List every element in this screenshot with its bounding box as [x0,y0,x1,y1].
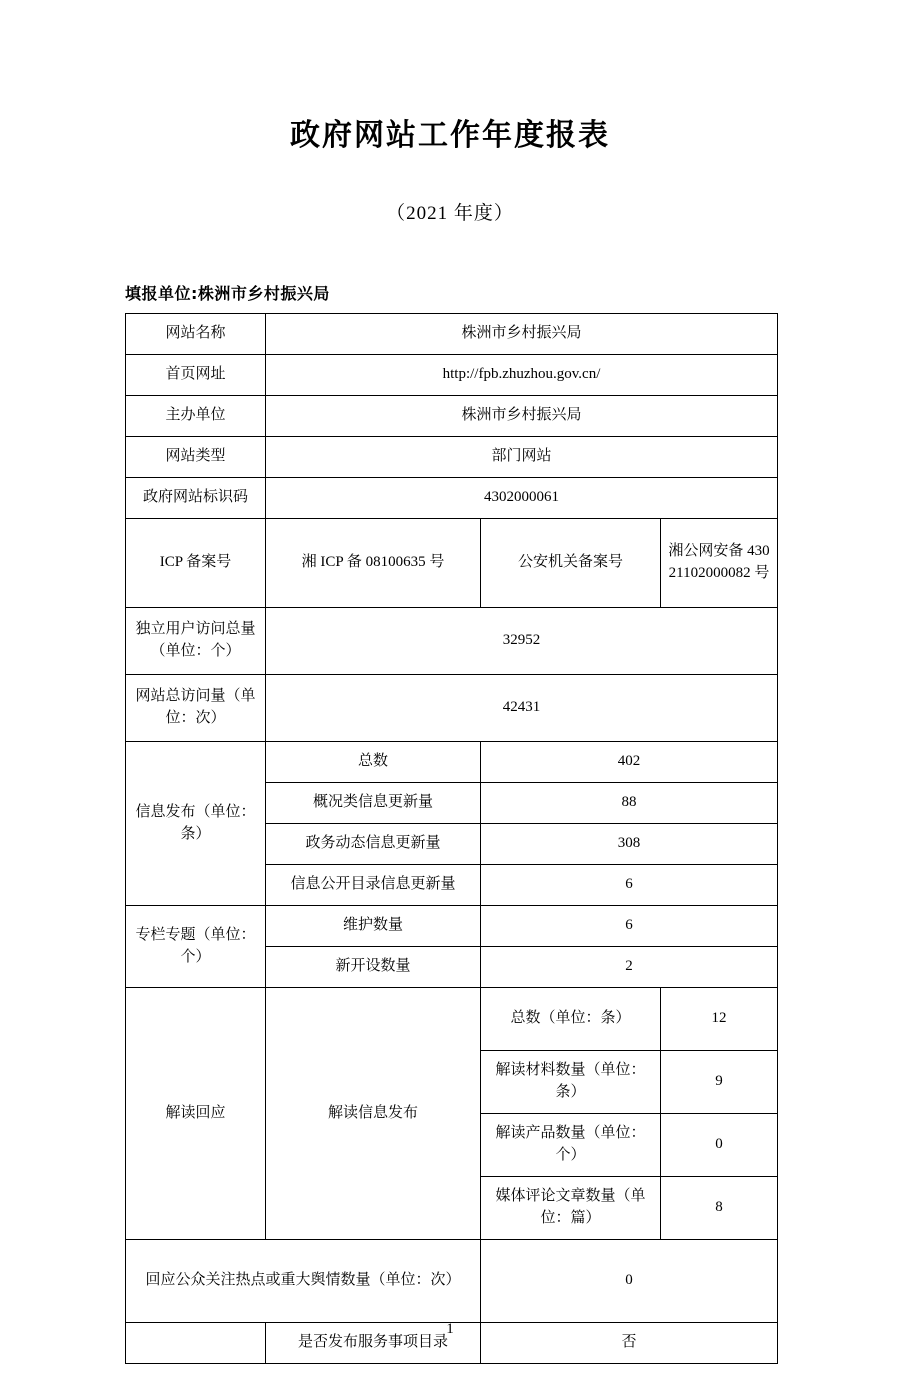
annual-report-table [125,313,778,1364]
table-row [126,396,778,437]
police-record-label: 公安机关备案号 [481,519,661,608]
icp-label: ICP 备案号 [126,519,266,608]
info-row-value: 6 [481,865,778,906]
table-row [126,1240,778,1323]
column-row-label: 维护数量 [266,906,481,947]
total-visits-value: 42431 [266,675,778,742]
info-publish-label: 信息发布（单位：条） [126,742,266,906]
table-row [126,478,778,519]
interpretation-row-value: 8 [661,1177,778,1240]
unique-visitors-label: 独立用户访问总量（单位：个） [126,608,266,675]
table-row [126,608,778,675]
gov-code-value: 4302000061 [266,478,778,519]
column-row-value: 2 [481,947,778,988]
service-catalog-value: 否 [481,1323,778,1364]
info-row-label: 信息公开目录信息更新量 [266,865,481,906]
total-visits-label: 网站总访问量（单位：次） [126,675,266,742]
service-catalog-label: 是否发布服务事项目录 [266,1323,481,1364]
interpretation-row-label: 媒体评论文章数量（单位：篇） [481,1177,661,1240]
table-row [126,675,778,742]
interpretation-publish-label: 解读信息发布 [266,988,481,1240]
reporting-unit-label: 填报单位:株洲市乡村振兴局 [125,284,330,303]
interpretation-row-value: 12 [661,988,778,1051]
site-name-label: 网站名称 [126,314,266,355]
column-topic-label: 专栏专题（单位：个） [126,906,266,988]
unique-visitors-value: 32952 [266,608,778,675]
interpretation-row-label: 总数（单位：条） [481,988,661,1051]
table-row [126,355,778,396]
table-row [126,988,778,1051]
hotspot-response-label: 回应公众关注热点或重大舆情数量（单位：次） [126,1240,481,1323]
site-name-value: 株洲市乡村振兴局 [266,314,778,355]
interpretation-row-label: 解读材料数量（单位：条） [481,1051,661,1114]
table-row [126,437,778,478]
document-page [0,118,900,1390]
page-title: 政府网站工作年度报表 [290,118,610,153]
interpretation-label: 解读回应 [126,988,266,1240]
table-row [126,519,778,608]
site-type-label: 网站类型 [126,437,266,478]
homepage-label: 首页网址 [126,355,266,396]
info-row-value: 308 [481,824,778,865]
interpretation-row-value: 9 [661,1051,778,1114]
column-row-label: 新开设数量 [266,947,481,988]
table-row [126,906,778,947]
interpretation-row-label: 解读产品数量（单位：个） [481,1114,661,1177]
sponsor-label: 主办单位 [126,396,266,437]
homepage-value: http://fpb.zhuzhou.gov.cn/ [266,355,778,396]
sponsor-value: 株洲市乡村振兴局 [266,396,778,437]
info-row-label: 政务动态信息更新量 [266,824,481,865]
page-subtitle: （2021 年度） [386,203,514,224]
info-row-value: 402 [481,742,778,783]
gov-code-label: 政府网站标识码 [126,478,266,519]
table-row [126,314,778,355]
icp-value: 湘 ICP 备 08100635 号 [266,519,481,608]
info-row-label: 总数 [266,742,481,783]
police-record-value: 湘公网安备 43021102000082 号 [661,519,778,608]
info-row-label: 概况类信息更新量 [266,783,481,824]
site-type-value: 部门网站 [266,437,778,478]
table-row [126,742,778,783]
column-row-value: 6 [481,906,778,947]
hotspot-response-value: 0 [481,1240,778,1323]
info-row-value: 88 [481,783,778,824]
interpretation-row-value: 0 [661,1114,778,1177]
page-number: 1 [446,1321,454,1337]
